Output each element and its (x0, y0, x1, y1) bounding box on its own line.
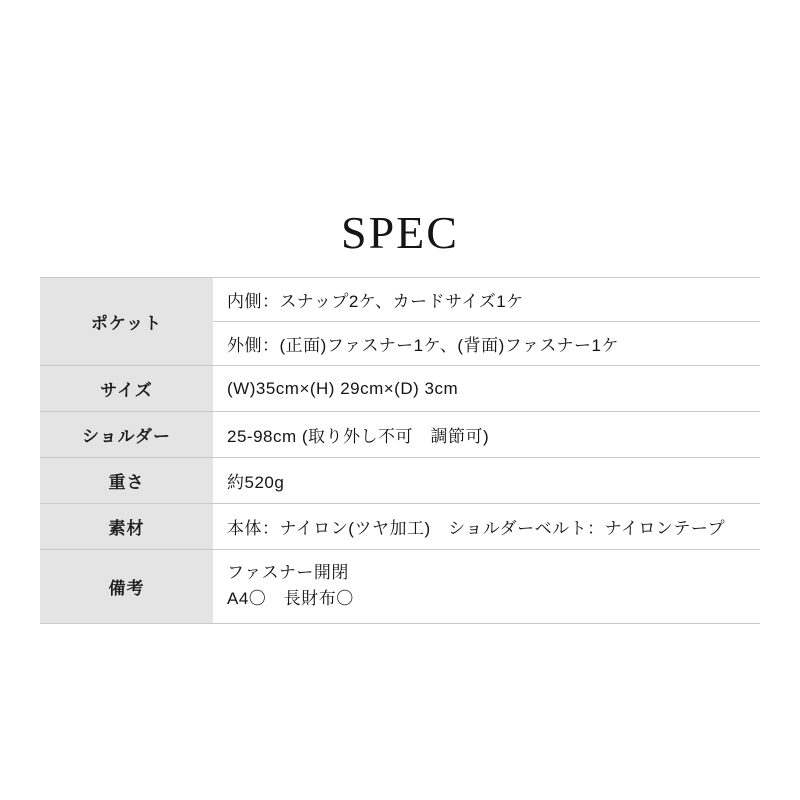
spec-row-label: 素材 (40, 504, 213, 550)
spec-row-label: サイズ (40, 366, 213, 412)
spec-table (40, 277, 760, 624)
spec-row-value: 外側：(正面)ファスナー1ケ、(背面)ファスナー1ケ (213, 322, 760, 366)
spec-row-value-line: ファスナー開閉 (227, 563, 349, 582)
table-row (40, 504, 760, 550)
table-row (40, 550, 760, 624)
spec-row-label: 備考 (40, 550, 213, 624)
spec-row-label: 重さ (40, 458, 213, 504)
spec-row-value: 25-98cm (取り外し不可 調節可) (213, 412, 760, 458)
spec-row-label: ポケット (40, 278, 213, 366)
table-row (40, 366, 760, 412)
spec-row-value: 本体：ナイロン(ツヤ加工) ショルダーベルト：ナイロンテープ (213, 504, 760, 550)
table-row (40, 278, 760, 322)
table-row (40, 458, 760, 504)
spec-row-value: (W)35cm×(H) 29cm×(D) 3cm (213, 366, 760, 412)
table-row (40, 412, 760, 458)
page-title: SPEC (341, 207, 459, 258)
spec-row-value: 約520g (213, 458, 760, 504)
spec-row-value-line: A4〇 長財布〇 (227, 589, 354, 609)
spec-row-value: 内側：スナップ2ケ、カードサイズ1ケ (213, 278, 760, 322)
spec-row-label: ショルダー (40, 412, 213, 458)
spec-row-value (213, 550, 760, 624)
